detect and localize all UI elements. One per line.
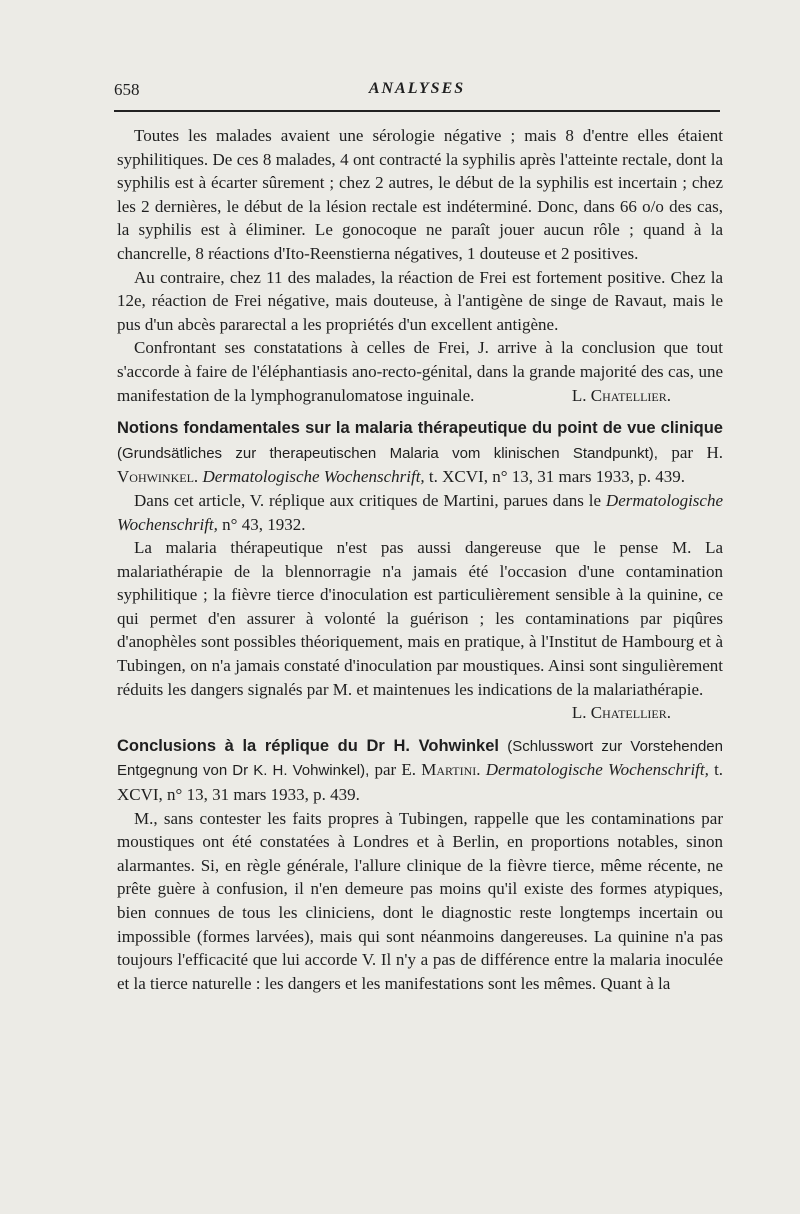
- paragraph-text: Confrontant ses constatations à celles de Frei, J. arrive à la conclusion que tout s'accorde à faire de l'éléphantiasis ano-recto-génital, dans la grande majorité des cas, une manifestation de la lymphogranulomatose inguinale.: [117, 338, 723, 405]
- running-title: ANALYSES: [368, 80, 466, 97]
- paragraph-text: Dans cet article, V. réplique aux critiques de Martini, parues dans le: [134, 490, 602, 510]
- article-reference: t. XCVI, n° 13, 31 mars 1933, p. 439.: [428, 467, 686, 487]
- spacer: [117, 725, 723, 734]
- article-german-title: (Grundsätliches zur therapeutischen Malaria vom klinischen Standpunkt),: [117, 444, 658, 462]
- article-author: Vohwinkel.: [117, 467, 199, 487]
- article-heading: [117, 416, 723, 489]
- header-rule: [114, 110, 720, 112]
- paragraph-text: La malaria thérapeutique n'est pas aussi dangereuse que le pense M. La malariathérapie de la blennorragie n'a jamais été l'occasion d'une contamination syphilitique ; la fièvre tierce d'inoculation est particulièrement sensible à la quinine, ce qui permet d'en assurer à volonté la guérison ; les contaminations par piqûres d'anophèles sont possibles théoriquement, mais en pratique, à l'Institut de Hambourg et à Tubingen, on n'a jamais constaté d'inoculation par moustiques. Ainsi sont singulièrement réduits les dangers signalés par M. et maintenues les indications de la malariathérapie.: [117, 538, 723, 699]
- article-by: par H.: [671, 442, 724, 462]
- article-author: Martini.: [421, 760, 481, 780]
- article-journal: Dermatologische Wochenschrift,: [202, 467, 425, 487]
- article-german-title: (Schlusswort zur Vorstehenden Entgegnung von Dr K. H. Vohwinkel),: [117, 737, 723, 780]
- article-heading: [117, 734, 723, 807]
- journal-name: Dermatologische Wochenschrift,: [117, 490, 724, 534]
- paragraph: Toutes les malades avaient une sérologie négative ; mais 8 d'entre elles étaient syphilitiques. De ces 8 malades, 4 ont contracté la syphilis après l'atteinte rectale, dont la syphilis est à écarter sûrement ; chez 2 autres, le début de la syphilis est incertain ; chez les 2 dernières, le début de la lésion rectale est indéterminé. Donc, dans 66 o/o des cas, la syphilis est à éliminer. Le gonocoque ne paraît jouer aucun rôle ; quand à la chancrelle, 8 réactions d'Ito-Reenstierna négatives, 1 douteuse et 2 positives.: [117, 126, 723, 263]
- body-text: [117, 124, 723, 995]
- paragraph: Au contraire, chez 11 des malades, la réaction de Frei est fortement positive. Chez la 12e, réaction de Frei négative, mais douteuse, à l'antigène de singe de Ravaut, mais le pus d'un abcès pararectal a les propriétés d'un excellent antigène.: [117, 267, 723, 334]
- page-number: 658: [114, 80, 140, 99]
- signature: L. Chatellier.: [571, 385, 671, 405]
- paragraph: [117, 489, 723, 536]
- article-reference: t. XCVI, n° 13, 31 mars 1933, p. 439.: [117, 760, 724, 805]
- article-journal: Dermatologische Wochenschrift,: [485, 760, 709, 780]
- article-by: par E.: [374, 760, 417, 780]
- signature: L. Chatellier.: [571, 703, 671, 723]
- paragraph: [117, 336, 723, 407]
- spacer: [117, 407, 723, 416]
- paragraph: [117, 536, 723, 725]
- paragraph: M., sans contester les faits propres à Tubingen, rappelle que les contaminations par moustiques ont été constatées à Londres et à Berlin, en proportions notables, sinon alarmantes. Si, en règle générale, l'allure clinique de la fièvre tierce, même récente, ne prête guère à confusion, il n'en demeure pas moins qu'il existe des formes atypiques, bien connues de tous les cliniciens, dont le diagnostic reste longtemps incertain ou impossible (formes larvées), mais qui sont néanmoins dangereuses. La quinine n'a pas toujours l'efficacité que lui accorde V. Il n'y a pas de différence entre la malaria inoculée et la tierce naturelle : les dangers et les manifestations sont les mêmes. Quant à la: [117, 808, 723, 993]
- paragraph-text: n° 43, 1932.: [222, 514, 306, 534]
- article-title: Notions fondamentales sur la malaria thérapeutique du point de vue clinique: [117, 419, 723, 438]
- article-title: Conclusions à la réplique du Dr H. Vohwinkel: [117, 736, 499, 755]
- page-header: [114, 80, 720, 106]
